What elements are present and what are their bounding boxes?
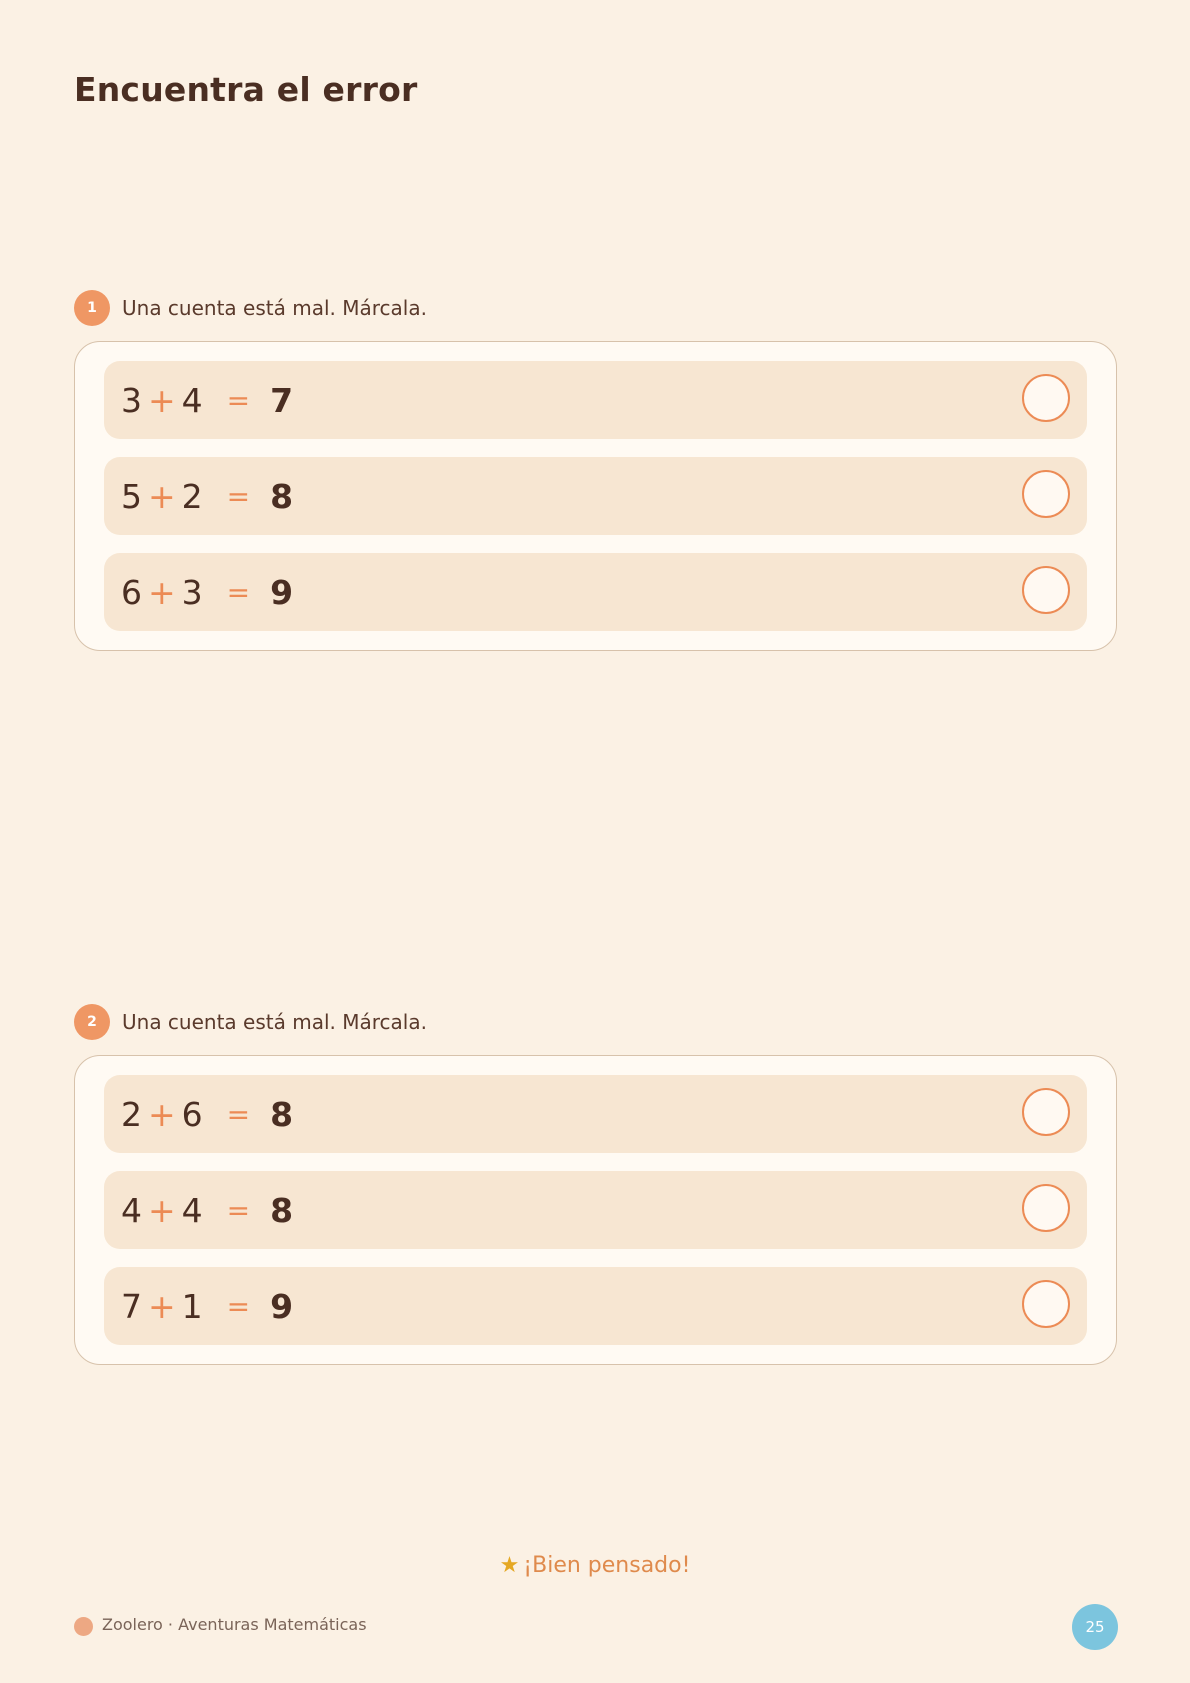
result: 8 xyxy=(270,1094,294,1134)
addend-b: 4 xyxy=(181,1190,203,1230)
brand-dot-icon xyxy=(74,1617,93,1636)
equation xyxy=(121,1287,293,1326)
exercise-instruction: Una cuenta está mal. Márcala. xyxy=(122,1010,427,1034)
addend-b: 3 xyxy=(181,572,203,612)
praise-text: ¡Bien pensado! xyxy=(523,1553,691,1578)
star-icon: ★ xyxy=(499,1553,520,1578)
plus-sign: + xyxy=(148,1286,176,1326)
addend-a: 6 xyxy=(121,572,142,612)
addend-b: 6 xyxy=(181,1094,203,1134)
equation xyxy=(121,381,293,420)
equals-sign: = xyxy=(226,479,251,513)
addend-b: 2 xyxy=(181,476,203,516)
exercise-header xyxy=(74,1003,1117,1041)
plus-sign: + xyxy=(148,1094,176,1134)
result: 8 xyxy=(270,1190,294,1230)
equation xyxy=(121,477,293,516)
exercise-number-badge: 2 xyxy=(74,1004,110,1040)
addend-a: 4 xyxy=(121,1190,142,1230)
mark-circle[interactable] xyxy=(1022,470,1070,518)
exercise-header xyxy=(74,289,1117,327)
equation xyxy=(121,573,293,612)
equation-row xyxy=(104,1171,1087,1249)
addend-a: 2 xyxy=(121,1094,142,1134)
equation-card xyxy=(74,341,1117,651)
addend-a: 7 xyxy=(121,1286,142,1326)
result: 9 xyxy=(270,572,294,612)
footer-brand: Zoolero · Aventuras Matemáticas xyxy=(102,1615,367,1634)
mark-circle[interactable] xyxy=(1022,1280,1070,1328)
mark-circle[interactable] xyxy=(1022,1184,1070,1232)
equation xyxy=(121,1095,293,1134)
equals-sign: = xyxy=(226,1289,251,1323)
addend-b: 4 xyxy=(181,380,203,420)
praise-message xyxy=(0,1553,1190,1578)
plus-sign: + xyxy=(148,572,176,612)
mark-circle[interactable] xyxy=(1022,1088,1070,1136)
plus-sign: + xyxy=(148,380,176,420)
plus-sign: + xyxy=(148,1190,176,1230)
addend-a: 3 xyxy=(121,380,142,420)
page-title: Encuentra el error xyxy=(74,70,418,109)
equation-row xyxy=(104,553,1087,631)
equation-row xyxy=(104,361,1087,439)
equation-row xyxy=(104,1075,1087,1153)
result: 9 xyxy=(270,1286,294,1326)
equals-sign: = xyxy=(226,575,251,609)
addend-a: 5 xyxy=(121,476,142,516)
exercise-2 xyxy=(74,1003,1117,1365)
equation-row xyxy=(104,1267,1087,1345)
equation-row xyxy=(104,457,1087,535)
addend-b: 1 xyxy=(181,1286,203,1326)
result: 7 xyxy=(270,380,294,420)
mark-circle[interactable] xyxy=(1022,374,1070,422)
equation xyxy=(121,1191,293,1230)
mark-circle[interactable] xyxy=(1022,566,1070,614)
page-number: 25 xyxy=(1072,1604,1118,1650)
equals-sign: = xyxy=(226,1193,251,1227)
equals-sign: = xyxy=(226,1097,251,1131)
result: 8 xyxy=(270,476,294,516)
plus-sign: + xyxy=(148,476,176,516)
exercise-number-badge: 1 xyxy=(74,290,110,326)
equation-card xyxy=(74,1055,1117,1365)
exercise-instruction: Una cuenta está mal. Márcala. xyxy=(122,296,427,320)
equals-sign: = xyxy=(226,383,251,417)
exercise-1 xyxy=(74,289,1117,651)
